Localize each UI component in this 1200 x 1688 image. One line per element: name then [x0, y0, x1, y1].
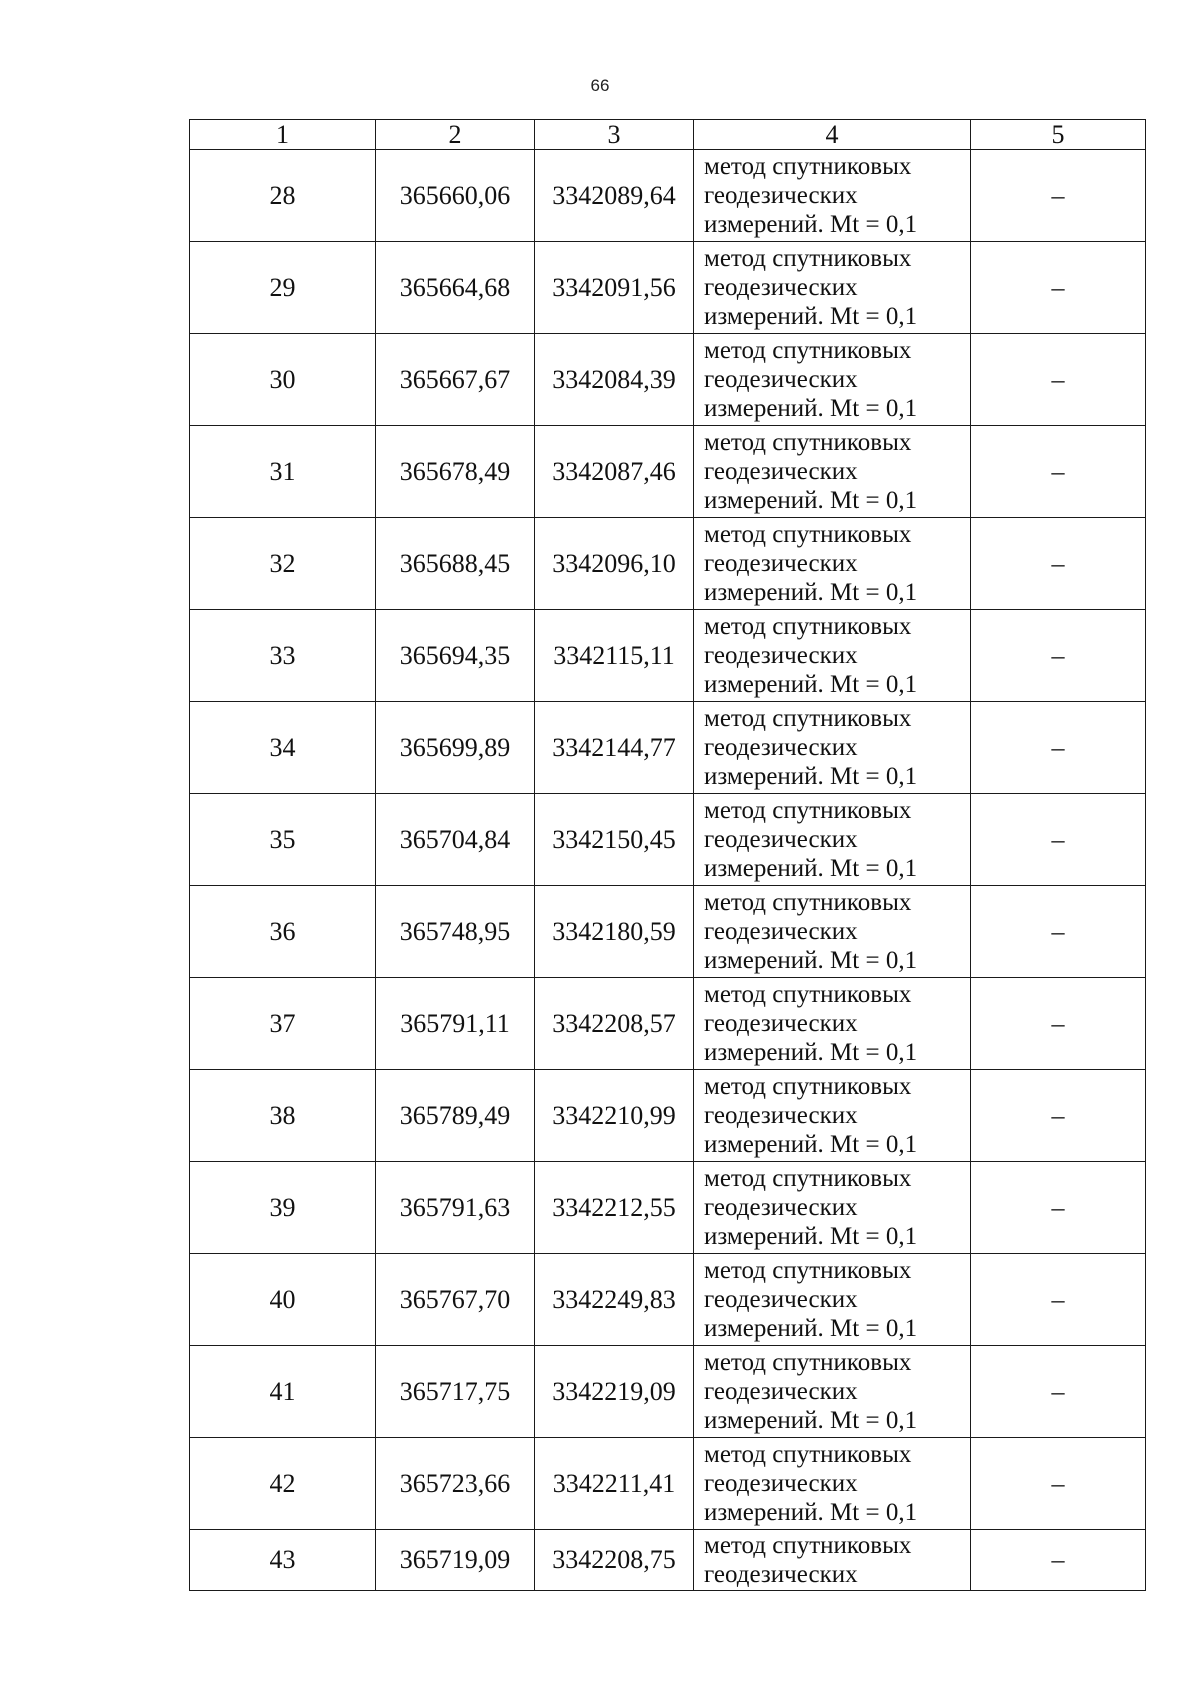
method-text-line: метод спутниковых	[704, 705, 912, 732]
x-coordinate-cell: 365791,63	[376, 1162, 535, 1254]
y-coordinate-cell: 3342150,45	[535, 794, 694, 886]
method-text-line: измерений. Mt = 0,1	[704, 1039, 918, 1066]
point-number-cell: 41	[190, 1346, 376, 1438]
note-cell: –	[971, 886, 1146, 978]
method-text-line: геодезических	[704, 1010, 858, 1037]
point-number-cell: 34	[190, 702, 376, 794]
method-text-line: метод спутниковых	[704, 521, 912, 548]
method-cell	[694, 1438, 971, 1530]
method-cell	[694, 978, 971, 1070]
method-text-line: метод спутниковых	[704, 153, 912, 180]
method-text-line: измерений. Mt = 0,1	[704, 579, 918, 606]
table-body	[190, 150, 1146, 1591]
table-row	[190, 1346, 1146, 1438]
method-text-line: измерений. Mt = 0,1	[704, 671, 918, 698]
method-text-line: геодезических	[704, 274, 858, 301]
note-cell: –	[971, 426, 1146, 518]
method-text-line: метод спутниковых	[704, 1532, 912, 1559]
point-number-cell: 37	[190, 978, 376, 1070]
method-text-line: метод спутниковых	[704, 1257, 912, 1284]
method-text-line: измерений. Mt = 0,1	[704, 1223, 918, 1250]
method-text-line: метод спутниковых	[704, 337, 912, 364]
method-cell	[694, 886, 971, 978]
note-cell: –	[971, 1346, 1146, 1438]
point-number-cell: 39	[190, 1162, 376, 1254]
method-text-line: метод спутниковых	[704, 1441, 912, 1468]
method-text-line: геодезических	[704, 550, 858, 577]
note-cell: –	[971, 242, 1146, 334]
point-number-cell: 33	[190, 610, 376, 702]
point-number-cell: 42	[190, 1438, 376, 1530]
y-coordinate-cell: 3342208,57	[535, 978, 694, 1070]
table-row	[190, 518, 1146, 610]
table-row	[190, 1070, 1146, 1162]
y-coordinate-cell: 3342144,77	[535, 702, 694, 794]
method-cell	[694, 518, 971, 610]
table-row	[190, 426, 1146, 518]
point-number-cell: 32	[190, 518, 376, 610]
column-header-1: 1	[190, 120, 376, 150]
method-cell	[694, 426, 971, 518]
table-row	[190, 610, 1146, 702]
x-coordinate-cell: 365767,70	[376, 1254, 535, 1346]
table-row	[190, 978, 1146, 1070]
table-row	[190, 150, 1146, 242]
table-row	[190, 1530, 1146, 1591]
y-coordinate-cell: 3342091,56	[535, 242, 694, 334]
x-coordinate-cell: 365719,09	[376, 1530, 535, 1591]
x-coordinate-cell: 365791,11	[376, 978, 535, 1070]
method-text-line: геодезических	[704, 642, 858, 669]
table-row	[190, 1162, 1146, 1254]
coordinates-table	[189, 119, 1146, 1591]
method-text-line: метод спутниковых	[704, 981, 912, 1008]
method-text-line: измерений. Mt = 0,1	[704, 947, 918, 974]
x-coordinate-cell: 365667,67	[376, 334, 535, 426]
column-header-5: 5	[971, 120, 1146, 150]
method-text-line: геодезических	[704, 1286, 858, 1313]
method-cell	[694, 702, 971, 794]
method-cell	[694, 150, 971, 242]
method-cell	[694, 334, 971, 426]
method-text-line: измерений. Mt = 0,1	[704, 855, 918, 882]
table-row	[190, 1438, 1146, 1530]
method-text-line: измерений. Mt = 0,1	[704, 1131, 918, 1158]
point-number-cell: 43	[190, 1530, 376, 1591]
method-text-line: метод спутниковых	[704, 889, 912, 916]
table-row	[190, 334, 1146, 426]
note-cell: –	[971, 150, 1146, 242]
y-coordinate-cell: 3342115,11	[535, 610, 694, 702]
method-text-line: метод спутниковых	[704, 429, 912, 456]
column-header-3: 3	[535, 120, 694, 150]
point-number-cell: 35	[190, 794, 376, 886]
method-cell	[694, 1254, 971, 1346]
method-text-line: геодезических	[704, 1561, 858, 1588]
method-cell	[694, 242, 971, 334]
method-text-line: геодезических	[704, 182, 858, 209]
column-header-4: 4	[694, 120, 971, 150]
method-text-line: геодезических	[704, 826, 858, 853]
point-number-cell: 31	[190, 426, 376, 518]
note-cell: –	[971, 1530, 1146, 1591]
note-cell: –	[971, 1438, 1146, 1530]
point-number-cell: 28	[190, 150, 376, 242]
method-text-line: метод спутниковых	[704, 1073, 912, 1100]
method-cell	[694, 1530, 971, 1591]
table-row	[190, 242, 1146, 334]
method-text-line: геодезических	[704, 1194, 858, 1221]
method-text-line: геодезических	[704, 918, 858, 945]
table-row	[190, 794, 1146, 886]
y-coordinate-cell: 3342210,99	[535, 1070, 694, 1162]
note-cell: –	[971, 978, 1146, 1070]
method-text-line: метод спутниковых	[704, 1349, 912, 1376]
method-text-line: измерений. Mt = 0,1	[704, 1407, 918, 1434]
method-cell	[694, 794, 971, 886]
method-text-line: измерений. Mt = 0,1	[704, 303, 918, 330]
method-text-line: метод спутниковых	[704, 613, 912, 640]
y-coordinate-cell: 3342096,10	[535, 518, 694, 610]
method-text-line: измерений. Mt = 0,1	[704, 763, 918, 790]
method-cell	[694, 610, 971, 702]
point-number-cell: 36	[190, 886, 376, 978]
y-coordinate-cell: 3342087,46	[535, 426, 694, 518]
y-coordinate-cell: 3342089,64	[535, 150, 694, 242]
note-cell: –	[971, 1070, 1146, 1162]
note-cell: –	[971, 794, 1146, 886]
x-coordinate-cell: 365688,45	[376, 518, 535, 610]
y-coordinate-cell: 3342211,41	[535, 1438, 694, 1530]
table-row	[190, 1254, 1146, 1346]
y-coordinate-cell: 3342208,75	[535, 1530, 694, 1591]
table-header	[190, 120, 1146, 150]
point-number-cell: 40	[190, 1254, 376, 1346]
method-text-line: измерений. Mt = 0,1	[704, 1315, 918, 1342]
method-text-line: геодезических	[704, 1102, 858, 1129]
note-cell: –	[971, 518, 1146, 610]
method-text-line: геодезических	[704, 366, 858, 393]
table-row	[190, 702, 1146, 794]
point-number-cell: 30	[190, 334, 376, 426]
x-coordinate-cell: 365664,68	[376, 242, 535, 334]
page-number: 66	[590, 76, 610, 95]
y-coordinate-cell: 3342180,59	[535, 886, 694, 978]
x-coordinate-cell: 365694,35	[376, 610, 535, 702]
x-coordinate-cell: 365704,84	[376, 794, 535, 886]
y-coordinate-cell: 3342219,09	[535, 1346, 694, 1438]
method-text-line: измерений. Mt = 0,1	[704, 211, 918, 238]
method-text-line: геодезических	[704, 1470, 858, 1497]
method-cell	[694, 1162, 971, 1254]
method-text-line: измерений. Mt = 0,1	[704, 1499, 918, 1526]
point-number-cell: 38	[190, 1070, 376, 1162]
x-coordinate-cell: 365660,06	[376, 150, 535, 242]
x-coordinate-cell: 365748,95	[376, 886, 535, 978]
x-coordinate-cell: 365717,75	[376, 1346, 535, 1438]
x-coordinate-cell: 365678,49	[376, 426, 535, 518]
note-cell: –	[971, 334, 1146, 426]
method-text-line: измерений. Mt = 0,1	[704, 395, 918, 422]
method-text-line: метод спутниковых	[704, 797, 912, 824]
point-number-cell: 29	[190, 242, 376, 334]
y-coordinate-cell: 3342084,39	[535, 334, 694, 426]
note-cell: –	[971, 1254, 1146, 1346]
method-text-line: геодезических	[704, 734, 858, 761]
method-text-line: геодезических	[704, 1378, 858, 1405]
x-coordinate-cell: 365723,66	[376, 1438, 535, 1530]
y-coordinate-cell: 3342212,55	[535, 1162, 694, 1254]
method-text-line: метод спутниковых	[704, 245, 912, 272]
table-row	[190, 886, 1146, 978]
note-cell: –	[971, 610, 1146, 702]
note-cell: –	[971, 702, 1146, 794]
x-coordinate-cell: 365789,49	[376, 1070, 535, 1162]
method-text-line: измерений. Mt = 0,1	[704, 487, 918, 514]
column-header-2: 2	[376, 120, 535, 150]
note-cell: –	[971, 1162, 1146, 1254]
y-coordinate-cell: 3342249,83	[535, 1254, 694, 1346]
method-cell	[694, 1070, 971, 1162]
method-text-line: геодезических	[704, 458, 858, 485]
header-row	[190, 120, 1146, 150]
method-cell	[694, 1346, 971, 1438]
method-text-line: метод спутниковых	[704, 1165, 912, 1192]
x-coordinate-cell: 365699,89	[376, 702, 535, 794]
